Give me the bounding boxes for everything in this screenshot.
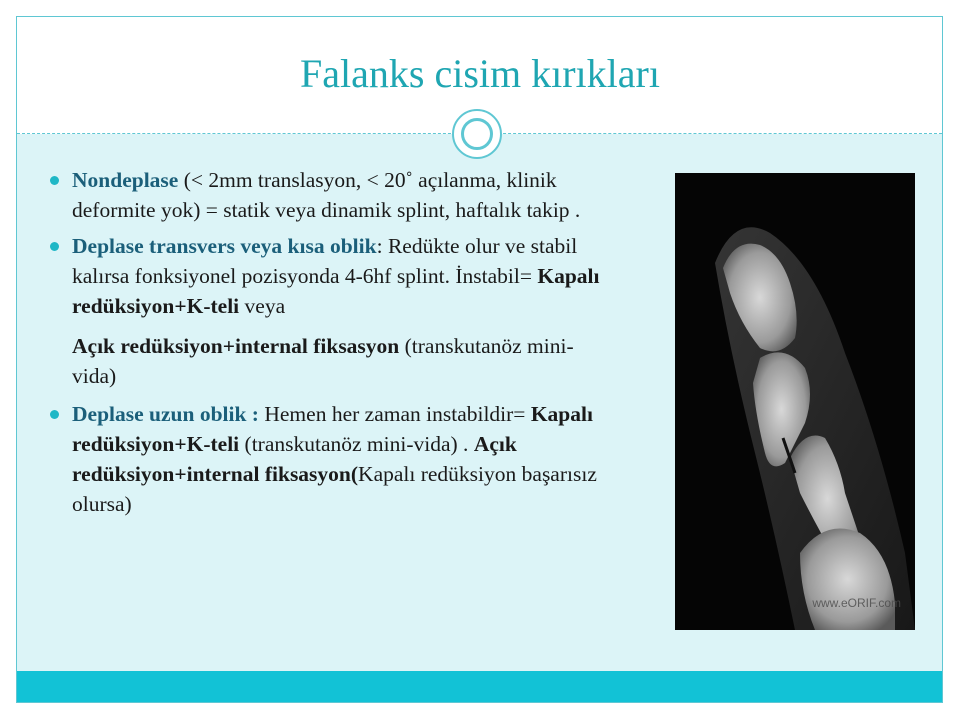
bullet-list-area <box>48 165 608 525</box>
bullet-text: : Redükte olur ve stabil kalırsa fonksiyonel pozisyonda 4-6hf splint. İnstabil= <box>72 234 578 288</box>
bullet-lead: Nondeplase <box>72 168 179 192</box>
bullet-text-2: (transkutanöz mini-vida) . <box>239 432 474 456</box>
bullet-bold: Kapalı redüksiyon+K-teli <box>72 402 593 456</box>
bullet-tail: veya <box>239 294 286 318</box>
bullet-dot-icon <box>50 242 59 251</box>
bullet-list-continued <box>48 399 608 519</box>
slide-title: Falanks cisim kırıkları <box>300 51 660 96</box>
bullet-text: Hemen her zaman instabildir= <box>258 402 531 426</box>
bullet-tail: Kapalı redüksiyon başarısız olursa) <box>72 462 597 516</box>
xray-image <box>675 173 915 630</box>
bullet-item-2 <box>48 231 608 321</box>
bullet-dot-icon <box>50 176 59 185</box>
bullet-bold-2: Açık redüksiyon+internal fiksasyon( <box>72 432 517 486</box>
bullet-list <box>48 165 608 321</box>
bullet-bold: Kapalı redüksiyon+K-teli <box>72 264 600 318</box>
bullet-sub-paragraph <box>48 331 608 391</box>
bullet-lead: Deplase transvers veya kısa oblik <box>72 234 377 258</box>
bullet-item-3 <box>48 399 608 519</box>
bullet-text: (< 2mm translasyon, < 20˚ açılanma, klinik deformite yok) = statik veya dinamik splint, haftalık takip . <box>72 168 581 222</box>
circle-ornament-icon <box>452 109 502 159</box>
bullet-item-1 <box>48 165 608 225</box>
finger-xray-icon <box>675 173 915 630</box>
footer-band <box>17 671 942 702</box>
sub-bold: Açık redüksiyon+internal fiksasyon <box>72 334 400 358</box>
image-watermark: www.eORIF.com <box>812 596 901 610</box>
bullet-dot-icon <box>50 410 59 419</box>
sub-text: (transkutanöz mini-vida) <box>72 334 574 388</box>
circle-ornament-inner <box>461 118 493 150</box>
bullet-lead: Deplase uzun oblik : <box>72 402 259 426</box>
